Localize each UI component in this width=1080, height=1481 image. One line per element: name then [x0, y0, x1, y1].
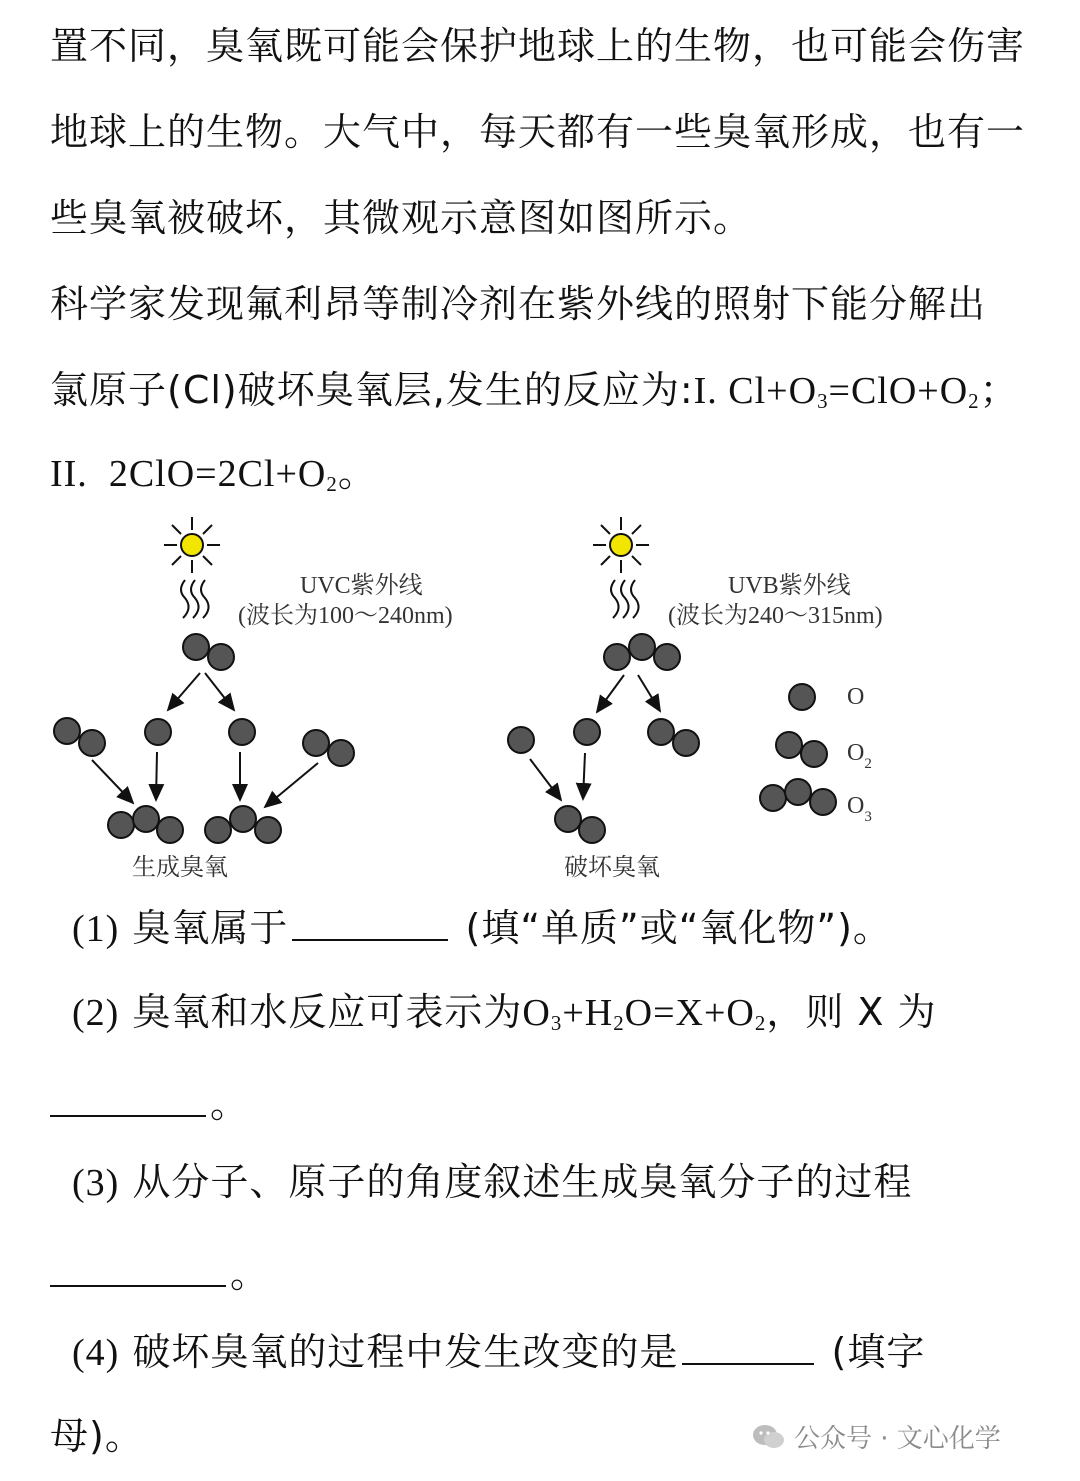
right-atoms: [508, 634, 699, 843]
reaction-2: II. $2ClO=2Cl+O_2$: [50, 453, 338, 497]
q2-equation: $O_3+H_2O=X+O_2$: [522, 992, 767, 1036]
question-1: (1) 臭氧属于 (填“单质”或“氧化物”)。: [72, 906, 892, 950]
uvb-wavelength: (波长为240～315nm): [668, 603, 883, 629]
left-arrows: [92, 673, 318, 807]
legend-o: O: [847, 684, 865, 710]
question-2: (2) 臭氧和水反应可表示为$O_3+H_2O=X+O_2$，则 X 为: [72, 990, 937, 1036]
ozone-diagram: [0, 505, 1080, 885]
caption-destroy-ozone: 破坏臭氧: [564, 855, 660, 881]
left-atoms: [54, 634, 354, 843]
text-line-4: 科学家发现氟利昂等制冷剂在紫外线的照射下能分解出: [50, 282, 987, 326]
question-4: (4) 破坏臭氧的过程中发生改变的是 (填字: [72, 1330, 926, 1374]
uv-wave-icon-right: [611, 580, 639, 618]
question-3: (3) 从分子、原子的角度叙述生成臭氧分子的过程: [72, 1160, 913, 1204]
text-line-6: II. $2ClO=2Cl+O_2$。: [50, 453, 377, 497]
legend-o3: $O_3$: [847, 793, 872, 825]
uv-wave-icon-left: [181, 580, 209, 618]
uvc-wavelength: (波长为100～240nm): [238, 603, 453, 629]
uvc-label: UVC紫外线: [300, 573, 423, 599]
reaction-intro: 氯原子(Cl)破坏臭氧层,发生的反应为:: [50, 368, 694, 412]
caption-form-ozone: 生成臭氧: [132, 855, 228, 881]
answer-blank-3[interactable]: [50, 1255, 226, 1287]
text-line-3: 些臭氧被破坏，其微观示意图如图所示。: [50, 196, 753, 240]
text-line-5: 氯原子(Cl)破坏臭氧层,发生的反应为:I. $Cl+O_3=ClO+O_2$；: [50, 368, 1019, 414]
uvb-label: UVB紫外线: [728, 573, 851, 599]
reaction-1: I. $Cl+O_3=ClO+O_2$: [693, 370, 980, 414]
question-2-answer-line: 。: [50, 1080, 249, 1128]
watermark: 公众号 · 文心化学: [752, 1418, 1001, 1455]
answer-blank-1[interactable]: [292, 909, 448, 941]
text-line-2: 地球上的生物。大气中，每天都有一些臭氧形成，也有一: [50, 110, 1026, 154]
legend: [760, 684, 872, 825]
wechat-icon: [752, 1423, 786, 1451]
legend-o2: $O_2$: [847, 740, 872, 772]
answer-blank-2[interactable]: [50, 1085, 206, 1117]
sun-icon-left: [164, 517, 220, 573]
question-3-answer-line: 。: [50, 1250, 269, 1298]
answer-blank-4[interactable]: [682, 1333, 814, 1365]
question-4-cont: 母)。: [50, 1414, 144, 1458]
sun-icon-right: [593, 517, 649, 573]
text-line-1: 置不同，臭氧既可能会保护地球上的生物，也可能会伤害: [50, 24, 1026, 68]
